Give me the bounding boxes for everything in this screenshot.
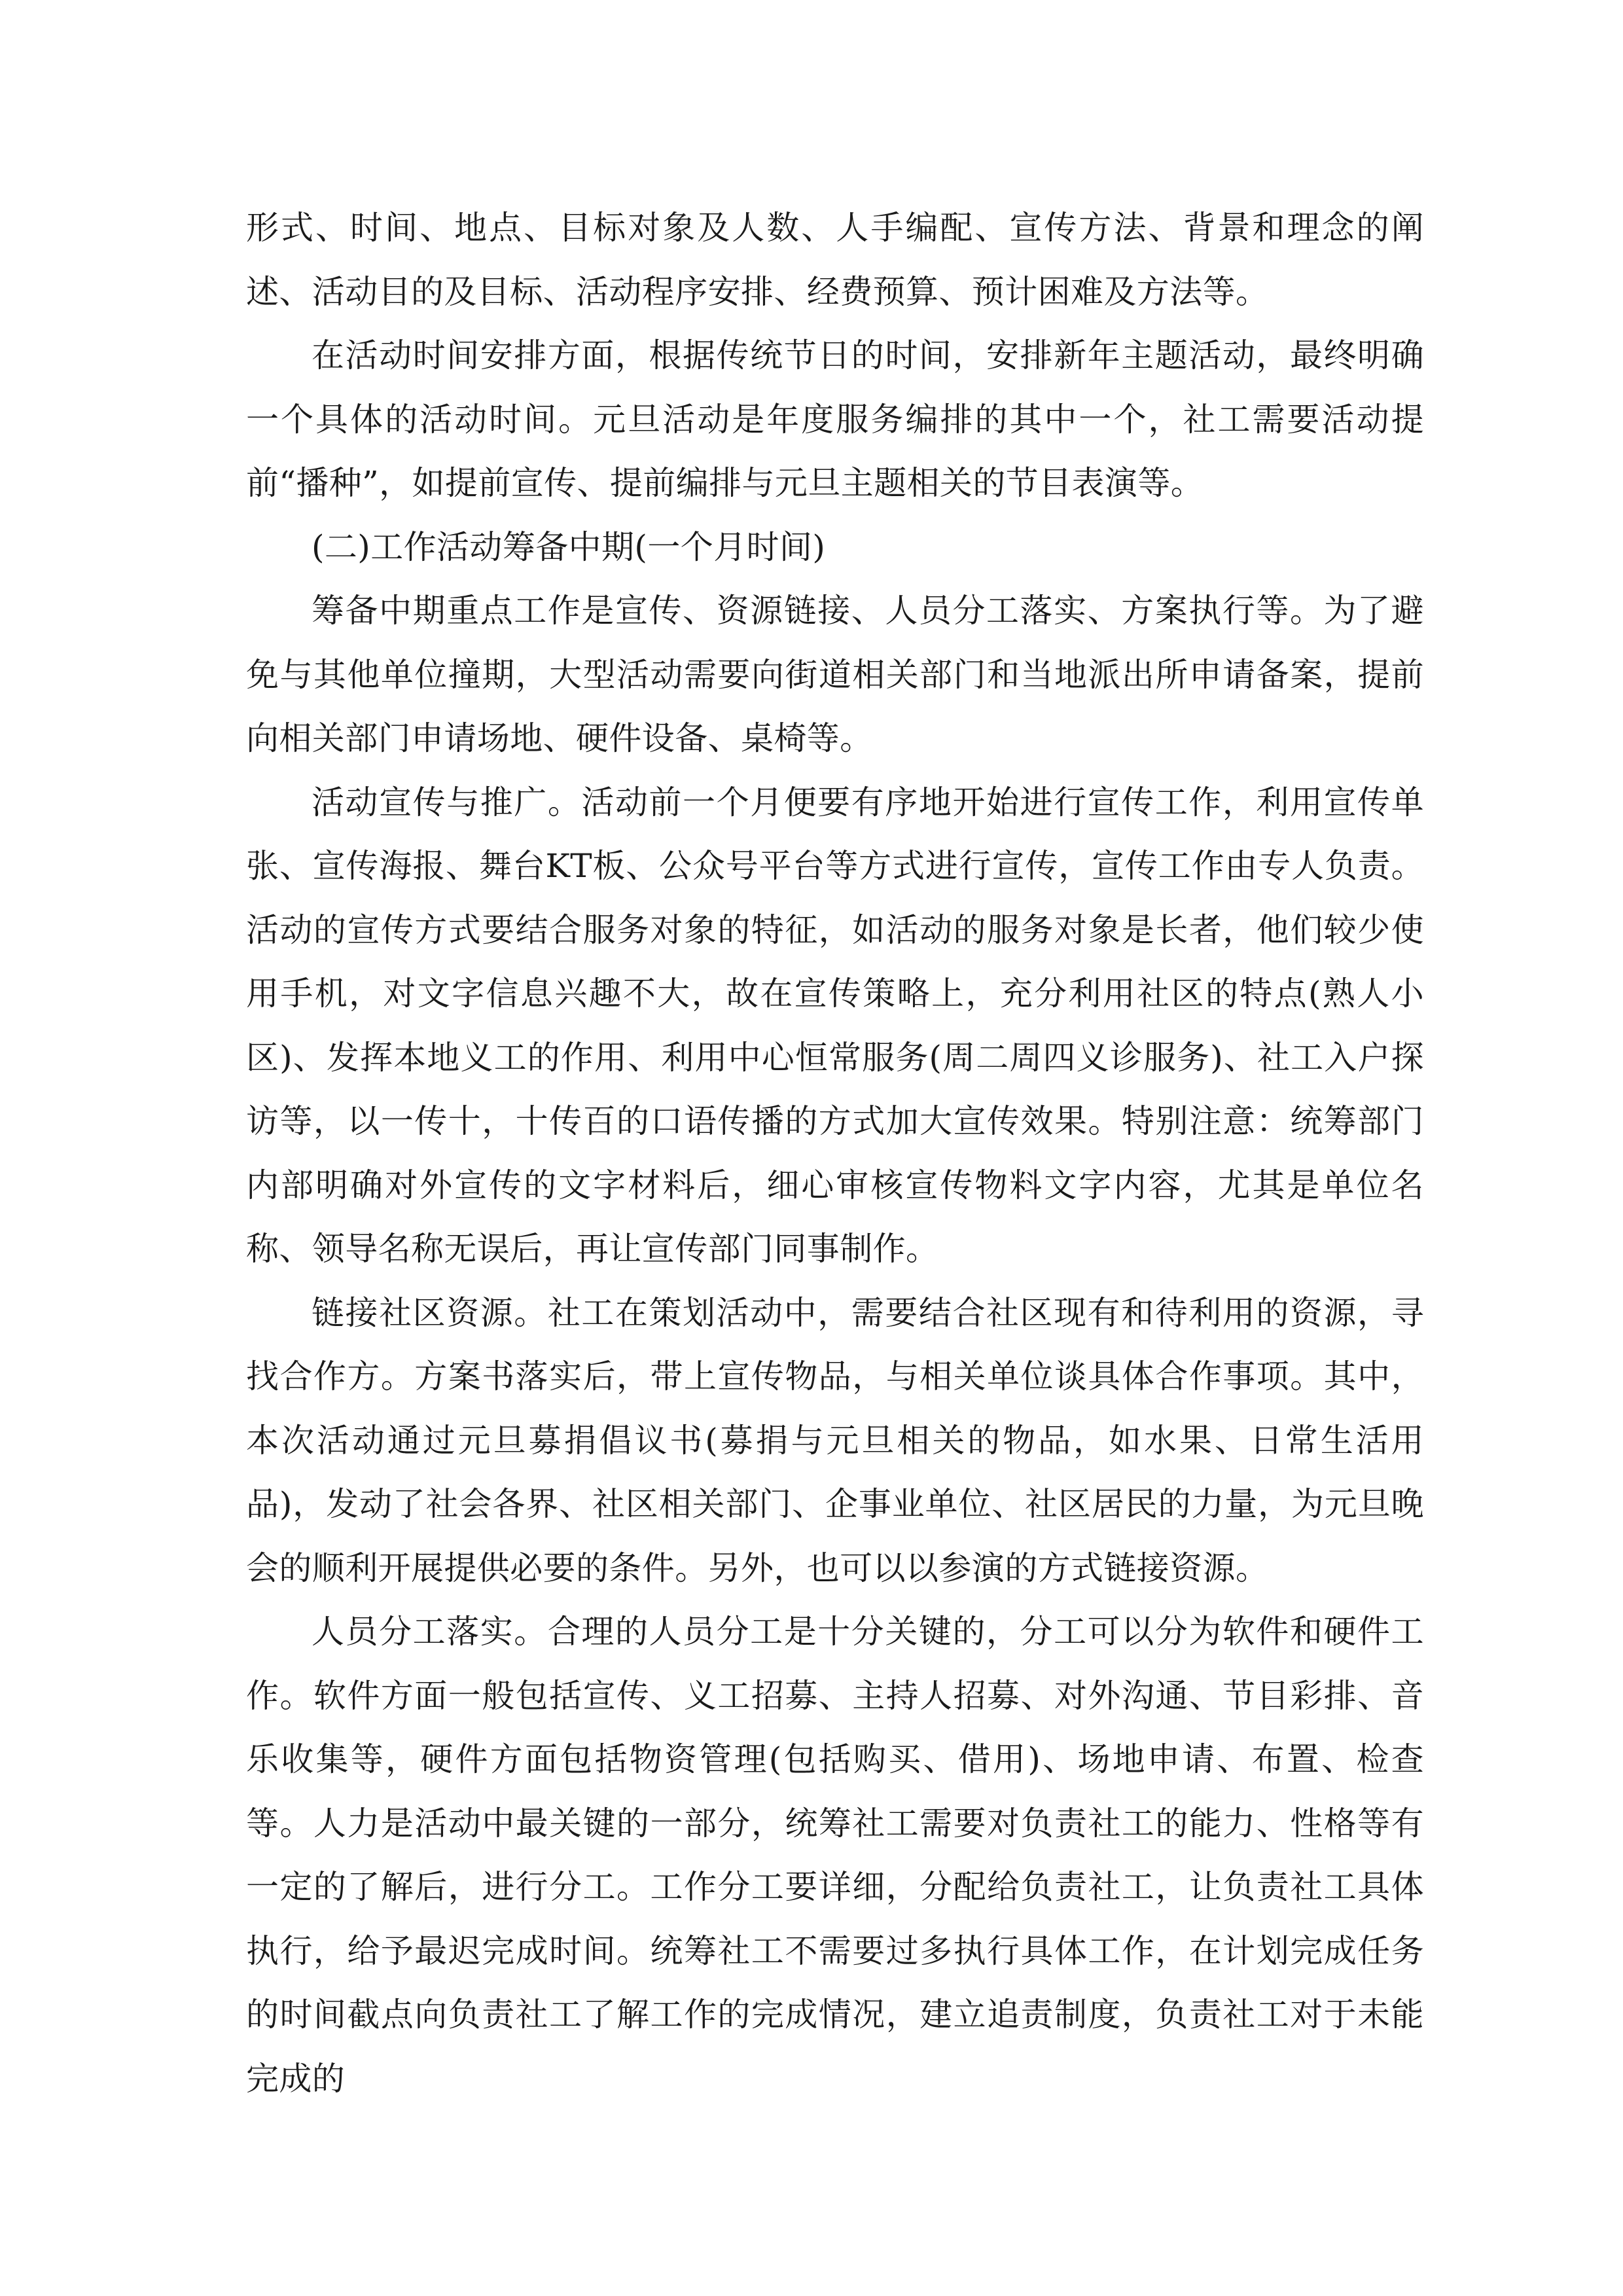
paragraph-3: 筹备中期重点工作是宣传、资源链接、人员分工落实、方案执行等。为了避免与其他单位撞期，大型活动需要向街道相关部门和当地派出所申请备案，提前向相关部门申请场地、硬件设备、桌椅等。 bbox=[246, 592, 1424, 757]
paragraph-1: 形式、时间、地点、目标对象及人数、人手编配、宣传方法、背景和理念的阐述、活动目的及目标、活动程序安排、经费预算、预计困难及方法等。 bbox=[246, 209, 1424, 311]
paragraph-4: 活动宣传与推广。活动前一个月便要有序地开始进行宣传工作，利用宣传单张、宣传海报、舞台KT板、公众号平台等方式进行宣传，宣传工作由专人负责。活动的宣传方式要结合服务对象的特征，如活动的服务对象是长者，他们较少使用手机，对文字信息兴趣不大，故在宣传策略上，充分利用社区的特点(熟人小区)、发挥本地义工的作用、利用中心恒常服务(周二周四义诊服务)、社工入户探访等，以一传十，十传百的口语传播的方式加大宣传效果。特别注意：统筹部门内部明确对外宣传的文字材料后，细心审核宣传物料文字内容，尤其是单位名称、领导名称无误后，再让宣传部门同事制作。 bbox=[246, 783, 1424, 1268]
document-body bbox=[246, 196, 1424, 2111]
paragraph-2: 在活动时间安排方面，根据传统节日的时间，安排新年主题活动，最终明确一个具体的活动时间。元旦活动是年度服务编排的其中一个，社工需要活动提前“播种”，如提前宣传、提前编排与元旦主题相关的节目表演等。 bbox=[246, 336, 1424, 502]
paragraph-6: 人员分工落实。合理的人员分工是十分关键的，分工可以分为软件和硬件工作。软件方面一般包括宣传、义工招募、主持人招募、对外沟通、节目彩排、音乐收集等，硬件方面包括物资管理(包括购买、借用)、场地申请、布置、检查等。人力是活动中最关键的一部分，统筹社工需要对负责社工的能力、性格等有一定的了解后，进行分工。工作分工要详细，分配给负责社工，让负责社工具体执行，给予最迟完成时间。统筹社工不需要过多执行具体工作，在计划完成任务的时间截点向负责社工了解工作的完成情况，建立追责制度，负责社工对于未能完成的 bbox=[246, 1613, 1424, 2098]
paragraph-5: 链接社区资源。社工在策划活动中，需要结合社区现有和待利用的资源，寻找合作方。方案书落实后，带上宣传物品，与相关单位谈具体合作事项。其中，本次活动通过元旦募捐倡议书(募捐与元旦相关的物品，如水果、日常生活用品)，发动了社会各界、社区相关部门、企事业单位、社区居民的力量，为元旦晚会的顺利开展提供必要的条件。另外，也可以以参演的方式链接资源。 bbox=[246, 1293, 1424, 1587]
section-heading: (二)工作活动筹备中期(一个月时间) bbox=[312, 528, 826, 566]
